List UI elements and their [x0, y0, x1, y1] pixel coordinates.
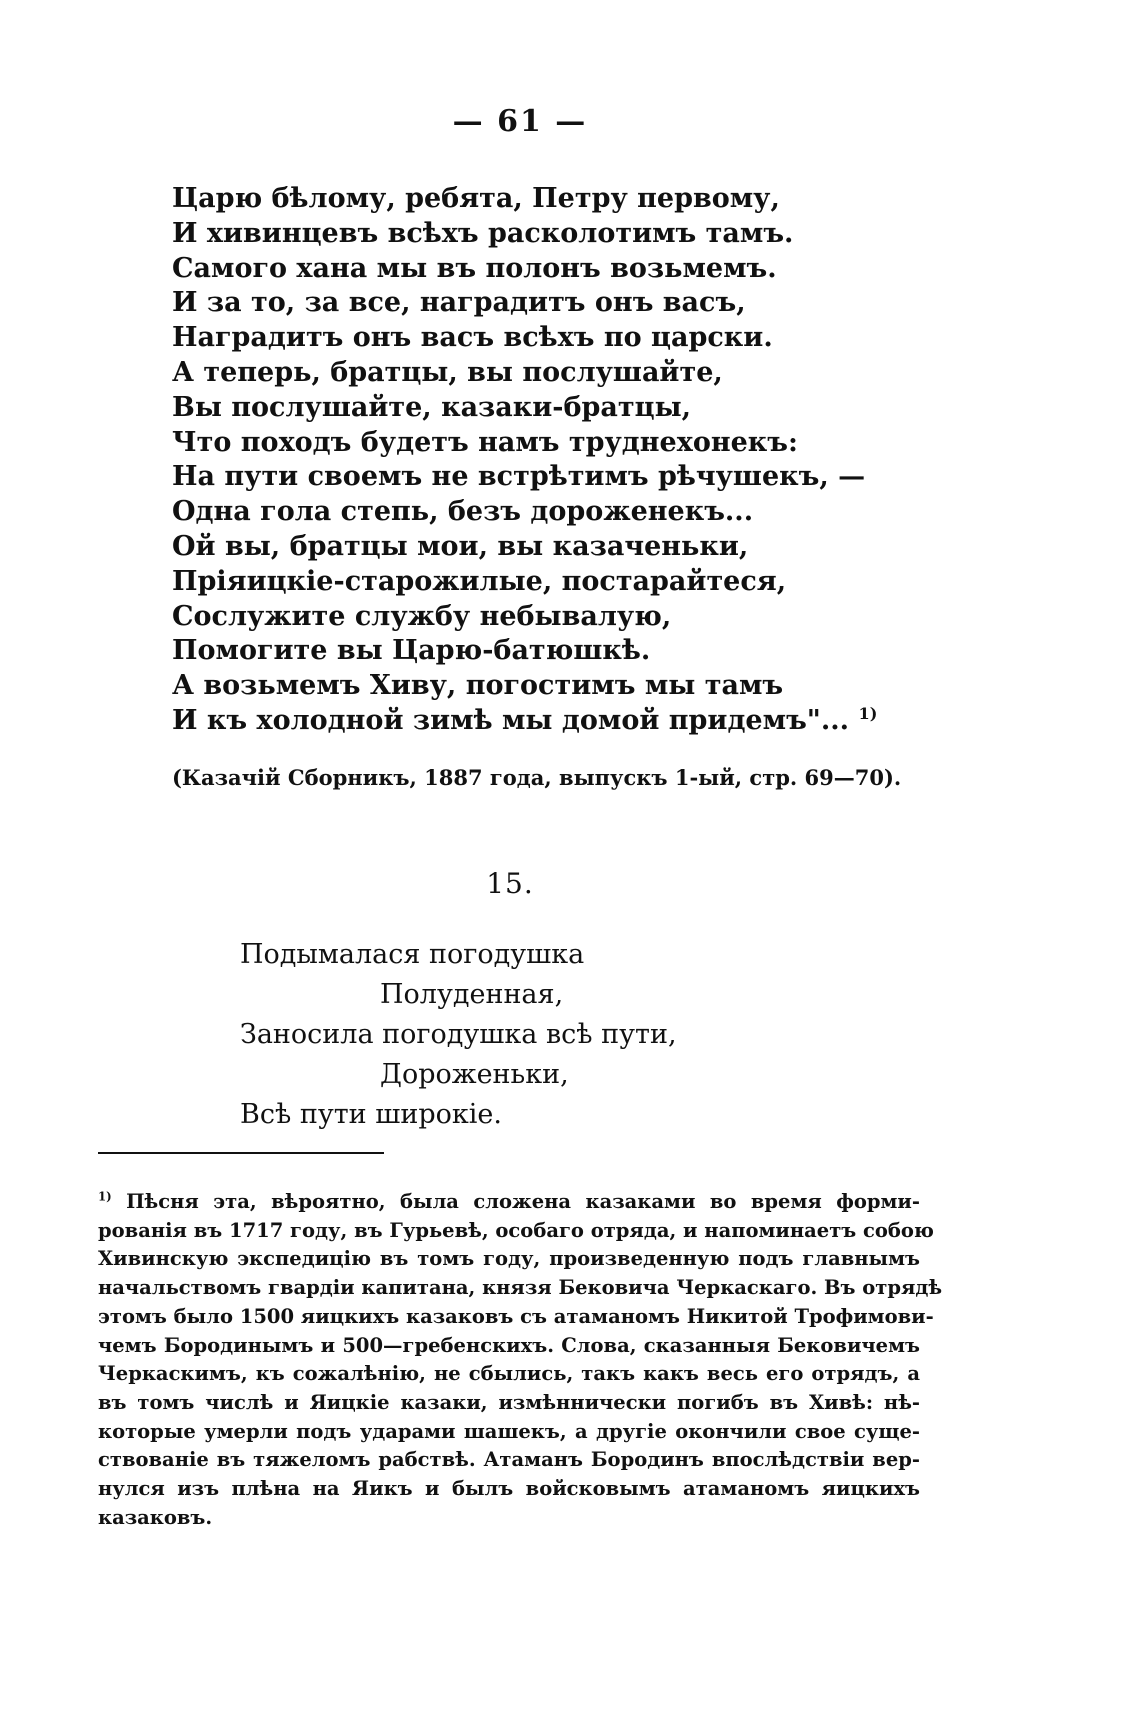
source-citation: (Казачій Сборникъ, 1887 года, выпускъ 1-ый, стр. 69—70). [172, 765, 902, 790]
verse-line: Вы послушайте, казаки-братцы, [172, 391, 692, 423]
verse-line: А возьмемъ Хиву, погостимъ мы тамъ [172, 670, 784, 702]
footnote-reference: 1) [858, 703, 878, 723]
footnote-divider [98, 1152, 384, 1154]
footnote-line: этомъ было 1500 яицкихъ казаковъ съ атаманомъ Никитой Трофимови- [98, 1304, 934, 1328]
verse-line-text: И къ холодной зимѣ мы домой придемъ"... [172, 704, 850, 736]
verse-line: Одна гола степь, безъ дороженекъ... [172, 496, 754, 528]
footnote-line: начальствомъ гвардіи капитана, князя Бековича Черкаскаго. Въ отрядѣ [98, 1276, 943, 1300]
verse-line: А теперь, братцы, вы послушайте, [172, 356, 723, 388]
page-number: — 61 — [452, 104, 588, 139]
poem-line: Дороженьки, [380, 1059, 569, 1090]
poem-line: Заносила погодушка всѣ пути, [240, 1019, 677, 1050]
verse-line: Самого хана мы въ полонъ возьмемъ. [172, 252, 777, 284]
verse-line: Наградитъ онъ васъ всѣхъ по царски. [172, 322, 773, 354]
verse-line: Царю бѣлому, ребята, Петру первому, [172, 183, 780, 214]
footnote-line: ствованіе въ тяжеломъ рабствѣ. Атаманъ Бородинъ впослѣдствіи вер- [98, 1448, 920, 1472]
footnote-block [98, 1188, 943, 1532]
poem-block [240, 935, 840, 1135]
footnote-line: нулся изъ плѣна на Яикъ и былъ войсковымъ атаманомъ яицкихъ [98, 1477, 920, 1501]
verse-line: И за то, за все, наградитъ онъ васъ, [172, 287, 746, 319]
footnote-marker: 1) [98, 1189, 112, 1204]
footnote-line: Хивинскую экспедицію въ томъ году, произведенную подъ главнымъ [98, 1247, 920, 1271]
verse-line: На пути своемъ не встрѣтимъ рѣчушекъ, — [172, 461, 866, 493]
verse-line: Сослужите службу небывалую, [172, 600, 672, 632]
footnote-line: которые умерли подъ ударами шашекъ, а другіе окончили свое суще- [98, 1419, 920, 1443]
footnote-line: въ томъ числѣ и Яицкіе казаки, измѣннически погибъ въ Хивѣ: нѣ- [98, 1390, 920, 1414]
footnote-line: рованія въ 1717 году, въ Гурьевѣ, особаго отряда, и напоминаетъ собою [98, 1218, 934, 1242]
verse-line-last [172, 704, 932, 739]
poem-line: Подымалася погодушка [240, 939, 585, 970]
verse-line: Пріяицкіе-старожилые, постарайтеся, [172, 565, 787, 597]
footnote-line: чемъ Бородинымъ и 500—гребенскихъ. Слова, сказанныя Бековичемъ [98, 1333, 920, 1357]
verse-block [172, 182, 932, 739]
footnote-line [98, 1188, 920, 1217]
poem-line: Всѣ пути широкіе. [240, 1099, 502, 1130]
verse-line: Ой вы, братцы мои, вы казаченьки, [172, 530, 749, 562]
verse-line: Помогите вы Царю-батюшкѣ. [172, 635, 651, 667]
footnote-line-text: Пѣсня эта, вѣроятно, была сложена казаками во время форми- [111, 1190, 920, 1213]
section-number: 15. [486, 867, 534, 900]
footnote-line: Черкаскимъ, къ сожалѣнію, не сбылись, такъ какъ весь его отрядъ, а [98, 1362, 920, 1386]
verse-line: Что походъ будетъ намъ труднехонекъ: [172, 426, 798, 458]
footnote-line: казаковъ. [98, 1505, 213, 1529]
verse-line: И хивинцевъ всѣхъ расколотимъ тамъ. [172, 217, 794, 249]
poem-line: Полуденная, [380, 979, 564, 1010]
